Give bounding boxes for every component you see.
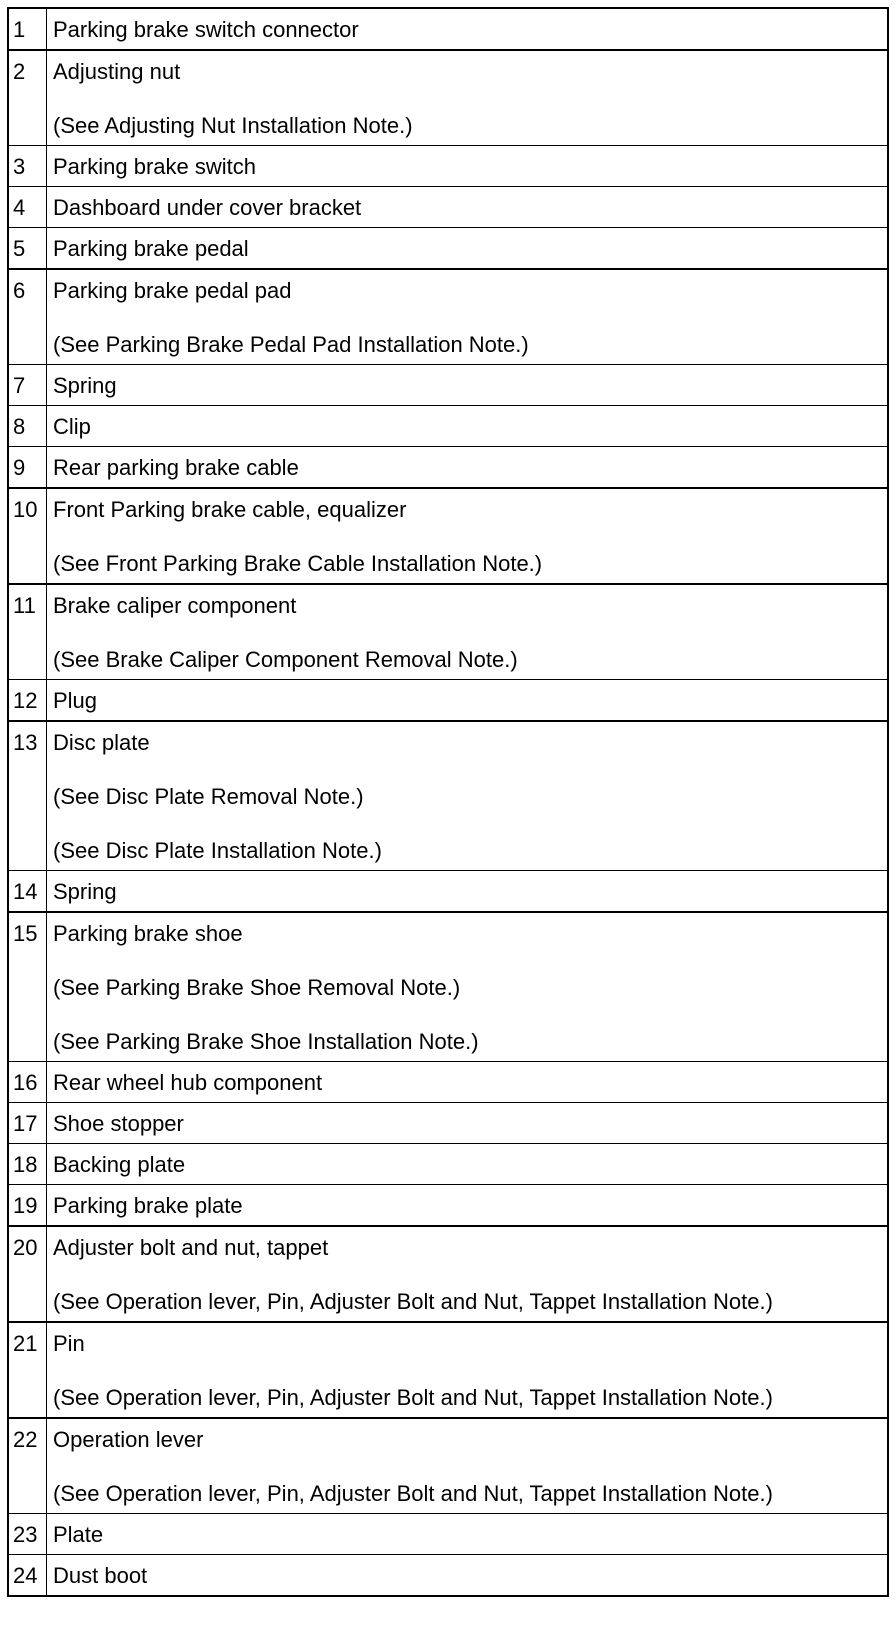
table-row [8, 187, 888, 228]
table-row [8, 680, 888, 722]
part-description [53, 1521, 887, 1554]
part-number: 2 [8, 50, 47, 146]
part-description [53, 687, 887, 720]
part-description [53, 920, 887, 1061]
part-number: 9 [8, 447, 47, 489]
part-name: Pin [53, 1331, 85, 1356]
part-number: 11 [8, 584, 47, 680]
table-row [8, 146, 888, 187]
part-note: (See Operation lever, Pin, Adjuster Bolt and Nut, Tappet Installation Note.) [53, 1481, 773, 1506]
part-name: Plate [53, 1522, 104, 1547]
part-number: 16 [8, 1062, 47, 1103]
part-name: Parking brake pedal [53, 236, 249, 261]
part-note: (See Operation lever, Pin, Adjuster Bolt and Nut, Tappet Installation Note.) [53, 1385, 773, 1410]
part-note: (See Adjusting Nut Installation Note.) [53, 113, 413, 138]
part-name: Adjusting nut [53, 59, 181, 84]
part-name: Dashboard under cover bracket [53, 195, 362, 220]
part-number: 14 [8, 871, 47, 913]
part-number: 23 [8, 1514, 47, 1555]
part-description [53, 729, 887, 870]
part-description [53, 1426, 887, 1513]
table-row [8, 50, 888, 146]
part-description [53, 16, 887, 49]
table-row [8, 1144, 888, 1185]
part-description [53, 1151, 887, 1184]
part-number: 21 [8, 1322, 47, 1418]
part-number: 13 [8, 721, 47, 871]
part-description-cell [47, 1514, 889, 1555]
part-name: Parking brake switch connector [53, 17, 359, 42]
part-name: Adjuster bolt and nut, tappet [53, 1235, 329, 1260]
part-description-cell [47, 584, 889, 680]
parts-table [7, 7, 889, 1597]
part-description [53, 1330, 887, 1417]
part-number: 5 [8, 228, 47, 270]
part-name: Dust boot [53, 1563, 148, 1588]
part-description-cell [47, 269, 889, 365]
part-description-cell [47, 8, 889, 50]
part-description [53, 1234, 887, 1321]
part-description [53, 153, 887, 186]
part-name: Parking brake switch [53, 154, 256, 179]
part-name: Front Parking brake cable, equalizer [53, 497, 407, 522]
part-number: 17 [8, 1103, 47, 1144]
part-description-cell [47, 912, 889, 1062]
part-note: (See Front Parking Brake Cable Installation Note.) [53, 551, 543, 576]
part-description [53, 878, 887, 911]
part-description-cell [47, 228, 889, 270]
part-note: (See Parking Brake Shoe Installation Note.) [53, 1029, 479, 1054]
part-description-cell [47, 871, 889, 913]
table-row [8, 1226, 888, 1322]
part-number: 3 [8, 146, 47, 187]
part-description-cell [47, 406, 889, 447]
part-description-cell [47, 1226, 889, 1322]
part-description [53, 454, 887, 487]
part-number: 22 [8, 1418, 47, 1514]
table-row [8, 365, 888, 406]
table-row [8, 1514, 888, 1555]
part-name: Disc plate [53, 730, 150, 755]
part-name: Plug [53, 688, 98, 713]
part-description-cell [47, 1144, 889, 1185]
part-description [53, 58, 887, 145]
part-name: Shoe stopper [53, 1111, 184, 1136]
part-description [53, 1110, 887, 1143]
part-description [53, 413, 887, 446]
part-description-cell [47, 1322, 889, 1418]
part-description-cell [47, 680, 889, 722]
part-description [53, 1192, 887, 1225]
part-description [53, 1069, 887, 1102]
part-note: (See Brake Caliper Component Removal Note.) [53, 647, 518, 672]
table-row [8, 228, 888, 270]
part-number: 19 [8, 1185, 47, 1227]
table-row [8, 1185, 888, 1227]
part-description-cell [47, 721, 889, 871]
part-description-cell [47, 146, 889, 187]
part-description [53, 1562, 887, 1595]
part-description-cell [47, 447, 889, 489]
part-description-cell [47, 488, 889, 584]
part-note: (See Disc Plate Removal Note.) [53, 784, 364, 809]
part-name: Parking brake pedal pad [53, 278, 292, 303]
table-row [8, 871, 888, 913]
part-number: 4 [8, 187, 47, 228]
part-name: Clip [53, 414, 91, 439]
part-description [53, 372, 887, 405]
part-number: 6 [8, 269, 47, 365]
part-description [53, 496, 887, 583]
part-name: Operation lever [53, 1427, 204, 1452]
part-description-cell [47, 1062, 889, 1103]
table-row [8, 1418, 888, 1514]
part-description [53, 277, 887, 364]
part-description-cell [47, 1555, 889, 1597]
table-row [8, 721, 888, 871]
part-number: 10 [8, 488, 47, 584]
table-row [8, 1322, 888, 1418]
part-name: Spring [53, 373, 117, 398]
part-number: 12 [8, 680, 47, 722]
part-number: 18 [8, 1144, 47, 1185]
table-row [8, 1103, 888, 1144]
part-number: 24 [8, 1555, 47, 1597]
part-number: 7 [8, 365, 47, 406]
part-description-cell [47, 187, 889, 228]
part-number: 1 [8, 8, 47, 50]
part-number: 20 [8, 1226, 47, 1322]
part-description-cell [47, 50, 889, 146]
parts-table-body [8, 8, 888, 1596]
part-note: (See Parking Brake Pedal Pad Installation Note.) [53, 332, 529, 357]
part-name: Parking brake plate [53, 1193, 243, 1218]
table-row [8, 8, 888, 50]
part-description [53, 235, 887, 268]
table-row [8, 269, 888, 365]
part-description-cell [47, 1185, 889, 1227]
part-name: Brake caliper component [53, 593, 297, 618]
part-name: Parking brake shoe [53, 921, 243, 946]
part-name: Backing plate [53, 1152, 186, 1177]
table-row [8, 1062, 888, 1103]
table-row [8, 1555, 888, 1597]
table-row [8, 406, 888, 447]
part-name: Rear parking brake cable [53, 455, 299, 480]
part-name: Rear wheel hub component [53, 1070, 323, 1095]
part-number: 15 [8, 912, 47, 1062]
part-note: (See Operation lever, Pin, Adjuster Bolt and Nut, Tappet Installation Note.) [53, 1289, 773, 1314]
table-row [8, 488, 888, 584]
part-name: Spring [53, 879, 117, 904]
part-description-cell [47, 1103, 889, 1144]
part-description-cell [47, 1418, 889, 1514]
table-row [8, 447, 888, 489]
part-description [53, 194, 887, 227]
part-description [53, 592, 887, 679]
table-row [8, 584, 888, 680]
part-description-cell [47, 365, 889, 406]
part-note: (See Parking Brake Shoe Removal Note.) [53, 975, 461, 1000]
part-note: (See Disc Plate Installation Note.) [53, 838, 382, 863]
part-number: 8 [8, 406, 47, 447]
table-row [8, 912, 888, 1062]
